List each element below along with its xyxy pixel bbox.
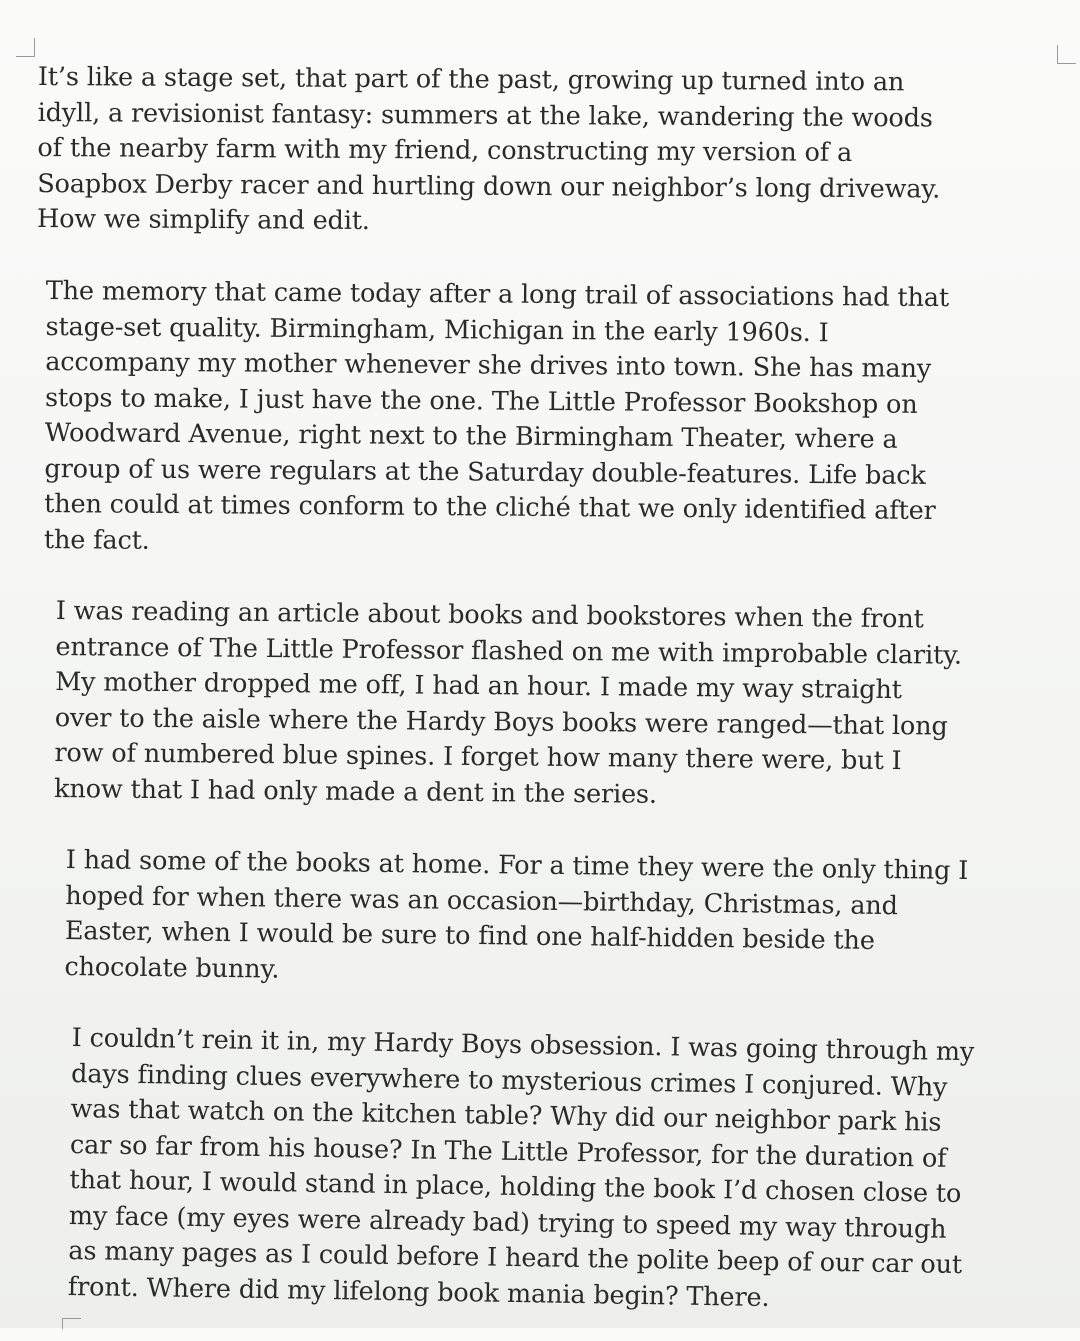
text-line: the fact. [43,523,150,555]
paragraph-2 [44,274,1048,566]
text-line: know that I had only made a dent in the series. [53,772,658,809]
text-line: chocolate bunny. [64,950,280,984]
crop-mark-top-right [1057,45,1076,64]
text-line: I had some of the books at home. For a time they were the only thing I [65,844,969,886]
paragraph-4 [64,843,1048,997]
text-line: Soapbox Derby racer and hurtling down our neighbor’s long driveway. [37,168,941,205]
text-line: was that watch on the kitchen table? Why did our neighbor park his [70,1093,942,1138]
text-line: group of us were regulars at the Saturday double-features. Life back [44,452,926,490]
text-line: of the nearby farm with my friend, constructing my version of a [37,132,853,168]
text-line: I was reading an article about books and bookstores when the front [55,595,924,634]
text-line: car so far from his house? In The Little Professor, for the duration of [69,1128,947,1173]
text-line: stops to make, I just have the one. The Little Professor Bookshop on [44,381,918,419]
text-line: front. Where did my lifelong book mania begin? There. [67,1270,770,1312]
text-line: over to the aisle where the Hardy Boys books were ranged—that long [54,701,948,741]
text-line: then could at times conform to the cliché that we only identified after [44,488,936,526]
text-line: that hour, I would stand in place, holding the book I’d chosen close to [69,1164,962,1209]
text-line: stage-set quality. Birmingham, Michigan in the early 1960s. I [45,310,829,348]
text-line: entrance of The Little Professor flashed on me with improbable clarity. [55,630,963,670]
text-line: days finding clues everywhere to mysterious crimes I conjured. Why [70,1057,948,1102]
paragraph-5 [68,1021,1048,1320]
text-line: hoped for when there was an occasion—birthday, Christmas, and [65,879,898,921]
text-line: It’s like a stage set, that part of the past, growing up turned into an [37,61,905,98]
paragraph-1 [37,60,1048,244]
text-line: as many pages as I could before I heard the polite beep of our car out [68,1235,963,1280]
text-line: My mother dropped me off, I had an hour. I made my way straight [55,666,902,705]
paragraph-3 [54,594,1048,817]
text-line: idyll, a revisionist fantasy: summers at the lake, wandering the woods [37,97,933,133]
text-line: I couldn’t rein it in, my Hardy Boys obsession. I was going through my [71,1022,975,1067]
text-line: accompany my mother whenever she drives into town. She has many [45,346,932,384]
text-line: Woodward Avenue, right next to the Birmingham Theater, where a [44,417,898,455]
text-line: my face (my eyes were already bad) trying to speed my way through [68,1199,947,1244]
crop-mark-top-left [16,38,35,57]
document-body [38,60,1048,1341]
text-line: row of numbered blue spines. I forget how many there were, but I [54,737,902,776]
text-line: How we simplify and edit. [36,203,370,237]
text-line: Easter, when I would be sure to find one half-hidden beside the [64,915,875,956]
text-line: The memory that came today after a long trail of associations had that [45,275,950,313]
